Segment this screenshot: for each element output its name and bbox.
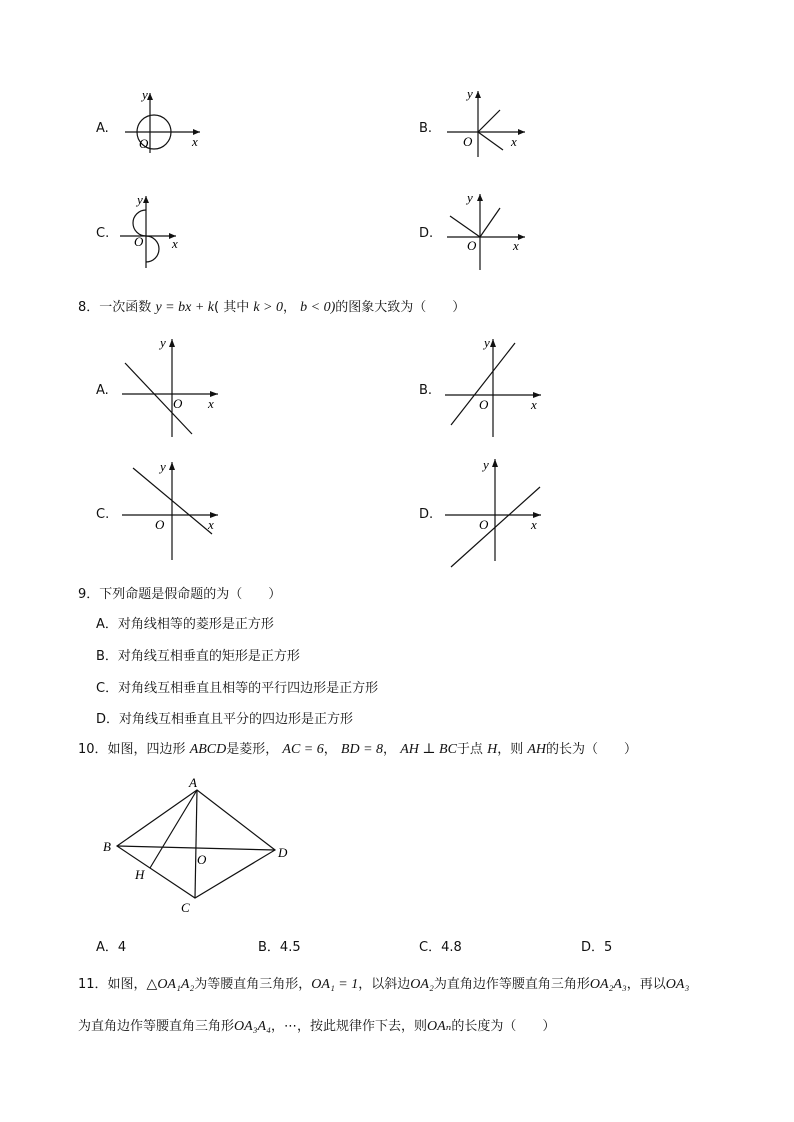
svg-text:x: x [511,134,517,149]
q8-graph-a [120,335,230,445]
q9-stem: 9．下列命题是假命题的为（ ） [78,587,282,602]
q10-stem: 10．如图，四边形 ABCD是菱形， AC = 6， BD = 8， AH ⊥ BC于点 H，则 AH的长为（ ） [78,742,638,757]
svg-text:O: O [173,396,183,411]
svg-text:y: y [484,335,490,350]
svg-text:x: x [531,397,537,412]
svg-text:O: O [134,234,144,249]
q7-a-origin: O [139,136,149,151]
svg-text:x: x [513,238,519,253]
q7-option-a-label: A. [96,121,109,136]
vertex-d: D [278,845,288,860]
rhombus-figure [95,772,305,917]
q11-line2: 为直角边作等腰直角三角形OA₃A₄，⋯，按此规律作下去，则OAₙ的长度为（ ） [78,1019,556,1034]
svg-text:x: x [531,517,537,532]
svg-text:x: x [208,517,214,532]
svg-text:y: y [160,335,166,350]
svg-text:y: y [137,192,143,207]
q8-graph-c [120,458,230,568]
q8-option-a-label: A. [96,383,109,398]
q7-option-b-label: B. [419,121,433,136]
q7-option-d-label: D. [419,226,434,241]
svg-text:y: y [467,86,473,101]
q7-graph-a [120,85,210,155]
vertex-a: A [189,775,197,790]
q11-line1: 11．如图，△OA₁A₂为等腰直角三角形，OA₁ = 1，以斜边OA₂为直角边作等腰直角三角形OA₂A₃，再以OA₃ [78,977,690,992]
q7-a-y: y [142,87,148,102]
q7-a-x: x [192,134,198,149]
q8-stem: 8．一次函数 y = bx + k( 其中 k > 0， b < 0)的图象大致为（ ） [78,300,466,315]
svg-text:O: O [479,397,489,412]
q10-choice-a: A．4 [96,940,127,955]
svg-text:x: x [208,396,214,411]
q8-option-d-label: D. [419,507,434,522]
q8-option-c-label: C. [96,507,110,522]
q10-choice-b: B．4.5 [258,940,301,955]
q8-option-b-label: B. [419,383,433,398]
q9-choice-a: A．对角线相等的菱形是正方形 [96,617,274,632]
q7-graph-c [118,190,208,270]
svg-text:O: O [463,134,473,149]
q7-graph-d [445,190,535,270]
q7-graph-b [445,85,535,155]
q10-choice-d: D．5 [581,940,613,955]
q8-graph-d [443,455,553,570]
svg-text:y: y [160,459,166,474]
svg-text:O: O [479,517,489,532]
q9-choice-c: C．对角线互相垂直且相等的平行四边形是正方形 [96,681,379,696]
q8-graph-b [443,335,553,445]
point-h: H [135,867,145,882]
svg-text:O: O [155,517,165,532]
center-o: O [197,852,207,867]
svg-text:y: y [467,190,473,205]
q7-option-c-label: C. [96,226,110,241]
svg-text:x: x [172,236,178,251]
vertex-b: B [103,839,111,854]
q10-choice-c: C．4.8 [419,940,462,955]
svg-text:y: y [483,457,489,472]
vertex-c: C [181,900,190,915]
svg-text:O: O [467,238,477,253]
q9-choice-b: B．对角线互相垂直的矩形是正方形 [96,649,300,664]
q9-choice-d: D．对角线互相垂直且平分的四边形是正方形 [96,712,354,727]
